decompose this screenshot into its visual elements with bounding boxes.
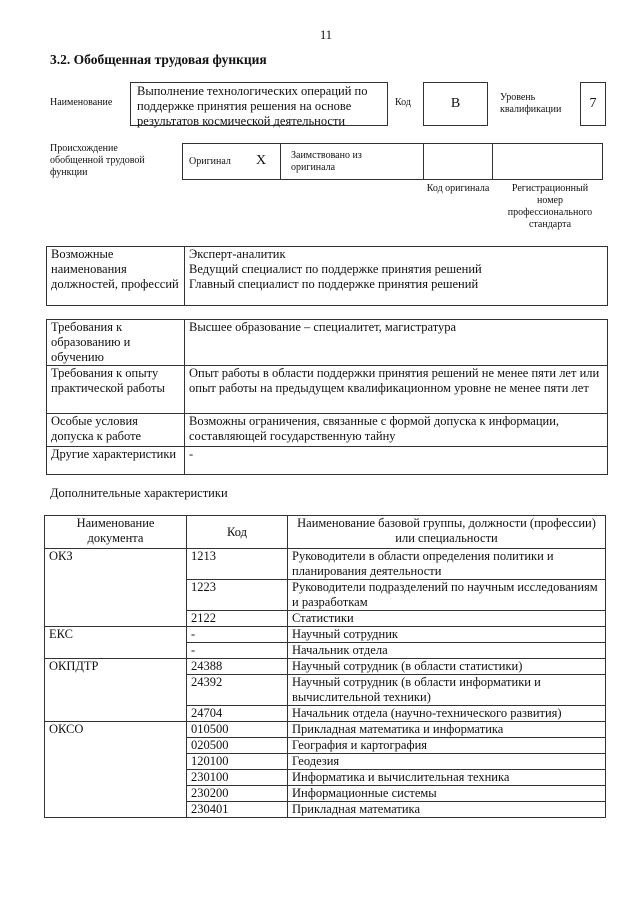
document-name: ОКПДТР: [45, 659, 187, 722]
cell-title: Научный сотрудник (в области информатики и вычислительной техники): [288, 675, 606, 706]
cell-code: 1223: [187, 580, 288, 611]
cell-code: 24388: [187, 659, 288, 675]
table-row: [45, 549, 606, 580]
cell-title: Руководители подразделений по научным исследованиям и разработкам: [288, 580, 606, 611]
code-label: Код: [395, 97, 411, 108]
cell-title: Прикладная математика и информатика: [288, 722, 606, 738]
cell-code: 24392: [187, 675, 288, 706]
document-name: ЕКС: [45, 627, 187, 659]
cell-title: Научный сотрудник: [288, 627, 606, 643]
level-label: Уровень квалификации: [500, 92, 562, 115]
cell-title: Статистики: [288, 611, 606, 627]
header-name: Наименование базовой группы, должности (профессии) или специальности: [288, 516, 606, 549]
name-label: Наименование: [50, 97, 113, 108]
cell-code: 2122: [187, 611, 288, 627]
requirements-table: [46, 319, 608, 475]
requirement-label: Требования к опыту практической работы: [47, 366, 185, 414]
extra-characteristics-table: [44, 515, 606, 818]
cell-code: 020500: [187, 738, 288, 754]
cell-code: 120100: [187, 754, 288, 770]
origin-label: Происхождение обобщенной трудовой функции: [50, 143, 145, 178]
table-row: [47, 414, 608, 447]
table-row: [45, 659, 606, 675]
position-item: Ведущий специалист по поддержке принятия решений: [189, 262, 482, 276]
positions-values: [185, 247, 608, 306]
requirement-value: Возможны ограничения, связанные с формой допуска к информации, составляющей государственную тайну: [185, 414, 608, 447]
position-item: Эксперт-аналитик: [189, 247, 286, 261]
code-value: B: [423, 82, 488, 126]
position-item: Главный специалист по поддержке принятия решений: [189, 277, 479, 291]
cell-title: Информационные системы: [288, 786, 606, 802]
cell-code: -: [187, 643, 288, 659]
document-name: ОКСО: [45, 722, 187, 818]
requirement-value: Высшее образование – специалитет, магистратура: [185, 320, 608, 366]
requirement-label: Особые условия допуска к работе: [47, 414, 185, 447]
cell-code: 24704: [187, 706, 288, 722]
cell-title: Прикладная математика: [288, 802, 606, 818]
level-value: 7: [580, 82, 606, 126]
original-code-caption: Код оригинала: [426, 183, 490, 194]
cell-code: -: [187, 627, 288, 643]
cell-code: 010500: [187, 722, 288, 738]
requirement-value: -: [185, 447, 608, 475]
cell-code: 230200: [187, 786, 288, 802]
table-row: [47, 320, 608, 366]
table-row: [47, 447, 608, 475]
registration-number-caption: Регистрационный номер профессионального стандарта: [507, 183, 593, 230]
positions-label: Возможные наименования должностей, профессий: [47, 247, 185, 306]
requirement-value: Опыт работы в области поддержки принятия решений не менее пяти лет или опыт работы на предыдущем квалификационном уровне не менее пяти лет: [185, 366, 608, 414]
table-row: [45, 627, 606, 643]
cell-code: 1213: [187, 549, 288, 580]
function-name-box: Выполнение технологических операций по поддержке принятия решения на основе результатов космической деятельности: [130, 82, 388, 126]
original-label: Оригинал: [189, 156, 231, 167]
cell-title: География и картография: [288, 738, 606, 754]
cell-title: Научный сотрудник (в области статистики): [288, 659, 606, 675]
original-mark: X: [256, 153, 267, 168]
cell-code: 230100: [187, 770, 288, 786]
document-name: ОКЗ: [45, 549, 187, 627]
cell-title: Руководители в области определения политики и планирования деятельности: [288, 549, 606, 580]
extra-title: Дополнительные характеристики: [50, 486, 228, 500]
cell-title: Начальник отдела: [288, 643, 606, 659]
borrowed-label: Заимствовано из оригинала: [291, 150, 362, 173]
cell-code: 230401: [187, 802, 288, 818]
section-heading: 3.2. Обобщенная трудовая функция: [50, 52, 267, 67]
header-code: Код: [187, 516, 288, 549]
cell-title: Начальник отдела (научно-технического развития): [288, 706, 606, 722]
table-row: [47, 366, 608, 414]
requirement-label: Другие характеристики: [47, 447, 185, 475]
table-row: [45, 722, 606, 738]
header-document: Наименование документа: [45, 516, 187, 549]
cell-title: Информатика и вычислительная техника: [288, 770, 606, 786]
requirement-label: Требования к образованию и обучению: [47, 320, 185, 366]
cell-title: Геодезия: [288, 754, 606, 770]
positions-table: [46, 246, 608, 306]
page-number: 11: [320, 28, 333, 42]
